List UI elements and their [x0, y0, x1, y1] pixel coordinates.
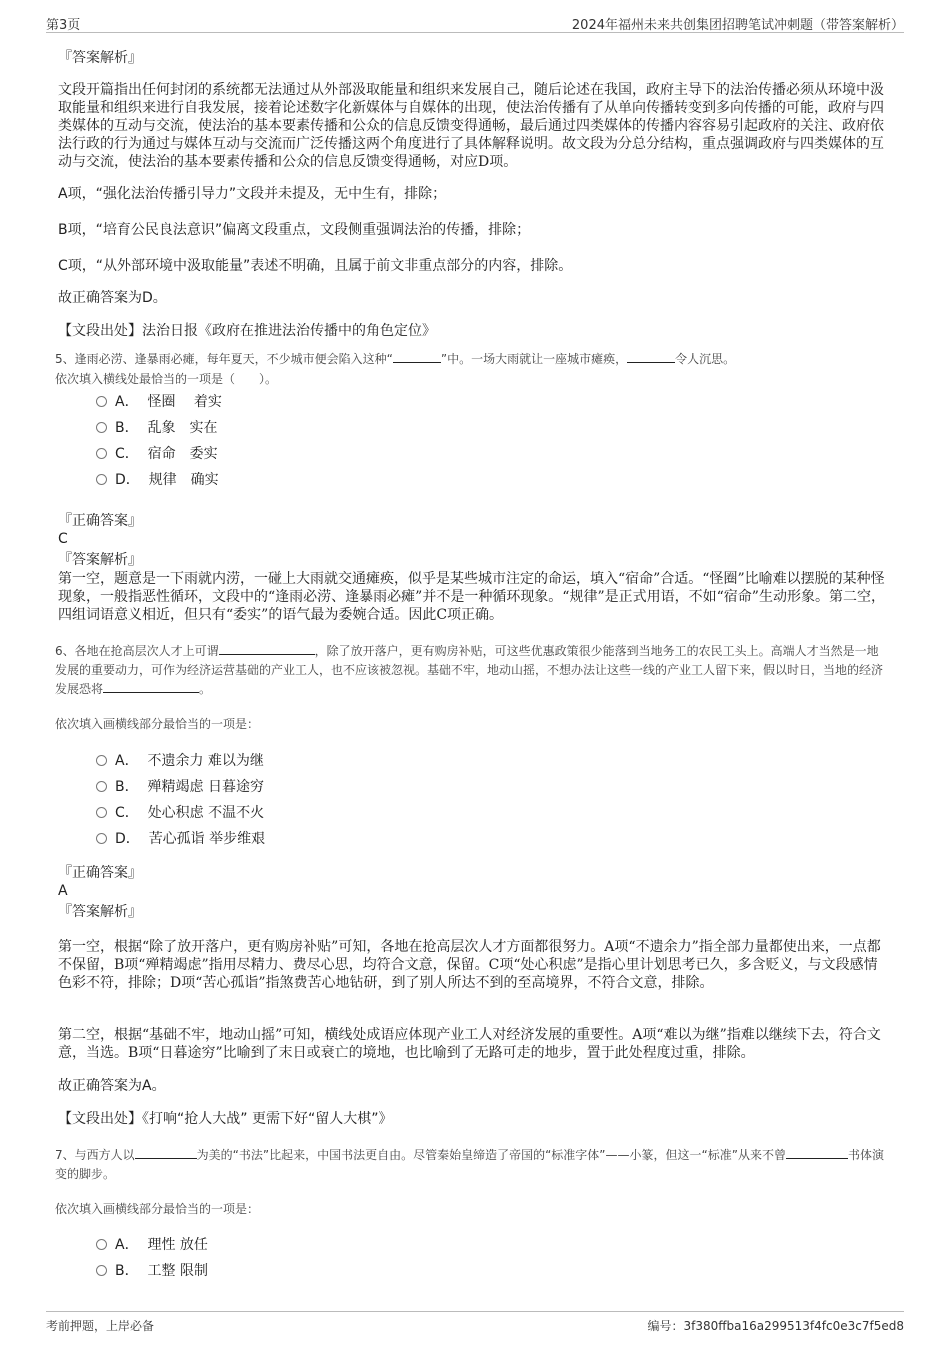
q6-source: 【文段出处】《打响“抢人大战” 更需下好“留人大棋”》 [58, 1111, 393, 1127]
page-number: 第3页 [46, 18, 81, 33]
document-title: 2024年福州未来共创集团招聘笔试冲刺题（带答案解析） [571, 18, 904, 33]
radio-icon[interactable] [96, 1239, 107, 1250]
q6-option-a[interactable]: A． 不遗余力 难以为继 [96, 752, 264, 770]
q5-option-c[interactable]: C． 宿命 委实 [96, 445, 218, 463]
q4-analysis-text: 文段开篇指出任何封闭的系统都无法通过从外部汲取能量和组织来发展自己，随后论述在我国，政府主导下的法治传播必须从环境中汲取能量和组织来进行自我发展，接着论述数字化新媒体与自媒体的出现，使法治传播有了从单向传播转变到多向传播的可能，政府与四类媒体的互动与交流，使法治的基本要素传播和公众的信息反馈变得通畅，最后通过四类媒体的传播内容容易引起政府的关注、政府依法行政的行为通过与媒体互动与交流而广泛传播这两个角度进行了具体解释说明。故文段为分总分结构，重点强调政府与四类媒体的互动与交流，使法治的基本要素传播和公众的信息反馈变得通畅，对应D项。 [58, 82, 884, 170]
q4-analysis-option-b: B项，“培育公民良法意识”偏离文段重点，文段侧重强调法治的传播，排除； [58, 222, 531, 238]
q5-analysis-label: 『答案解析』 [58, 552, 142, 568]
page-header [46, 10, 904, 33]
radio-icon[interactable] [96, 396, 107, 407]
radio-icon[interactable] [96, 1265, 107, 1276]
q7-stem: 7、与西方人以 为美的“书法”比起来，中国书法更自由。尽管秦始皇缔造了帝国的“标准字体”——小篆，但这一“标准”从来不曾 书体演变的脚步。 [55, 1148, 884, 1181]
q5-analysis-text: 第一空，题意是一下雨就内涝，一碰上大雨就交通瘫痪，似乎是某些城市注定的命运，填入“宿命”合适。“怪圈”比喻难以摆脱的某种怪现象，一般指恶性循环，文段中的“逢雨必涝、逢暴雨必瘫”并不是一种循环现象。“规律”是正式用语，不如“宿命”生动形象。第二空，四组词语意义相近，但只有“委实”的语气最为委婉合适。因此C项正确。 [58, 571, 885, 623]
radio-icon[interactable] [96, 833, 107, 844]
q6-stem: 6、各地在抢高层次人才上可谓 ，除了放开落户，更有购房补贴，可这些优惠政策很少能落到当地务工的农民工头上。高端人才当然是一地发展的重要动力，可作为经济运营基础的产业工人，也不应该被忽视。基础不牢，地动山摇，不想办法让这些一线的产业工人留下来，假以时日，当地的经济发展恐将 。 [55, 644, 884, 696]
q6-conclusion: 故正确答案为A。 [58, 1078, 166, 1094]
q7-option-b[interactable]: B． 工整 限制 [96, 1262, 208, 1280]
q6-analysis-label: 『答案解析』 [58, 904, 142, 920]
q4-analysis-label: 『答案解析』 [58, 50, 142, 66]
q6-answer: A [58, 883, 68, 899]
q4-conclusion: 故正确答案为D。 [58, 290, 167, 306]
page-footer [46, 1311, 904, 1338]
radio-icon[interactable] [96, 781, 107, 792]
q6-analysis-text-1: 第一空，根据“除了放开落户，更有购房补贴”可知，各地在抢高层次人才方面都很努力。A项“不遗余力”指全部力量都使出来，一点都不保留，B项“殚精竭虑”指用尽精力、费尽心思，均符合文意，保留。C项“处心积虑”是指心里计划思考已久，多含贬义，与文段感情色彩不符，排除；D项“苦心孤诣”指煞费苦心地钻研，到了别人所达不到的至高境界，不符合文意，排除。 [58, 939, 881, 991]
radio-icon[interactable] [96, 474, 107, 485]
blank-line [627, 350, 675, 363]
radio-icon[interactable] [96, 422, 107, 433]
q6-option-c[interactable]: C． 处心积虑 不温不火 [96, 804, 264, 822]
q5-option-b[interactable]: B． 乱象 实在 [96, 419, 218, 437]
radio-icon[interactable] [96, 807, 107, 818]
q5-option-a[interactable]: A． 怪圈 着实 [96, 393, 222, 411]
q6-instruction: 依次填入画横线部分最恰当的一项是： [55, 717, 260, 731]
blank-line [103, 680, 199, 693]
blank-line [393, 350, 441, 363]
q5-instruction: 依次填入横线处最恰当的一项是（ ）。 [55, 372, 278, 386]
q4-analysis-option-a: A项，“强化法治传播引导力”文段并未提及，无中生有，排除； [58, 186, 447, 202]
q5-answer-label: 『正确答案』 [58, 513, 142, 529]
q7-instruction: 依次填入画横线部分最恰当的一项是： [55, 1202, 260, 1216]
q6-option-d[interactable]: D． 苦心孤诣 举步维艰 [96, 830, 265, 848]
q5-option-d[interactable]: D． 规律 确实 [96, 471, 219, 489]
q4-source: 【文段出处】法治日报《政府在推进法治传播中的角色定位》 [58, 323, 436, 339]
q5-stem: 5、逢雨必涝、逢暴雨必瘫，每年夏天，不少城市便会陷入这种“ ”中。一场大雨就让一座城市瘫痪， 令人沉思。 [55, 352, 736, 366]
blank-line [219, 642, 315, 655]
radio-icon[interactable] [96, 755, 107, 766]
q6-answer-label: 『正确答案』 [58, 865, 142, 881]
blank-line [135, 1146, 197, 1159]
q7-option-a[interactable]: A． 理性 放任 [96, 1236, 208, 1254]
radio-icon[interactable] [96, 448, 107, 459]
q5-answer: C [58, 531, 68, 547]
q6-option-b[interactable]: B． 殚精竭虑 日暮途穷 [96, 778, 264, 796]
q4-analysis-option-c: C项，“从外部环境中汲取能量”表述不明确，且属于前文非重点部分的内容，排除。 [58, 258, 573, 274]
document-code: 编号：3f380ffba16a299513f4fc0e3c7f5ed8 [647, 1319, 904, 1333]
footer-slogan: 考前押题，上岸必备 [46, 1319, 155, 1333]
q6-analysis-text-2: 第二空，根据“基础不牢，地动山摇”可知，横线处成语应体现产业工人对经济发展的重要性。A项“难以为继”指难以继续下去，符合文意，当选。B项“日暮途穷”比喻到了末日或衰亡的境地，也比喻到了无路可走的地步，置于此处程度过重，排除。 [58, 1027, 881, 1061]
blank-line [786, 1146, 848, 1159]
